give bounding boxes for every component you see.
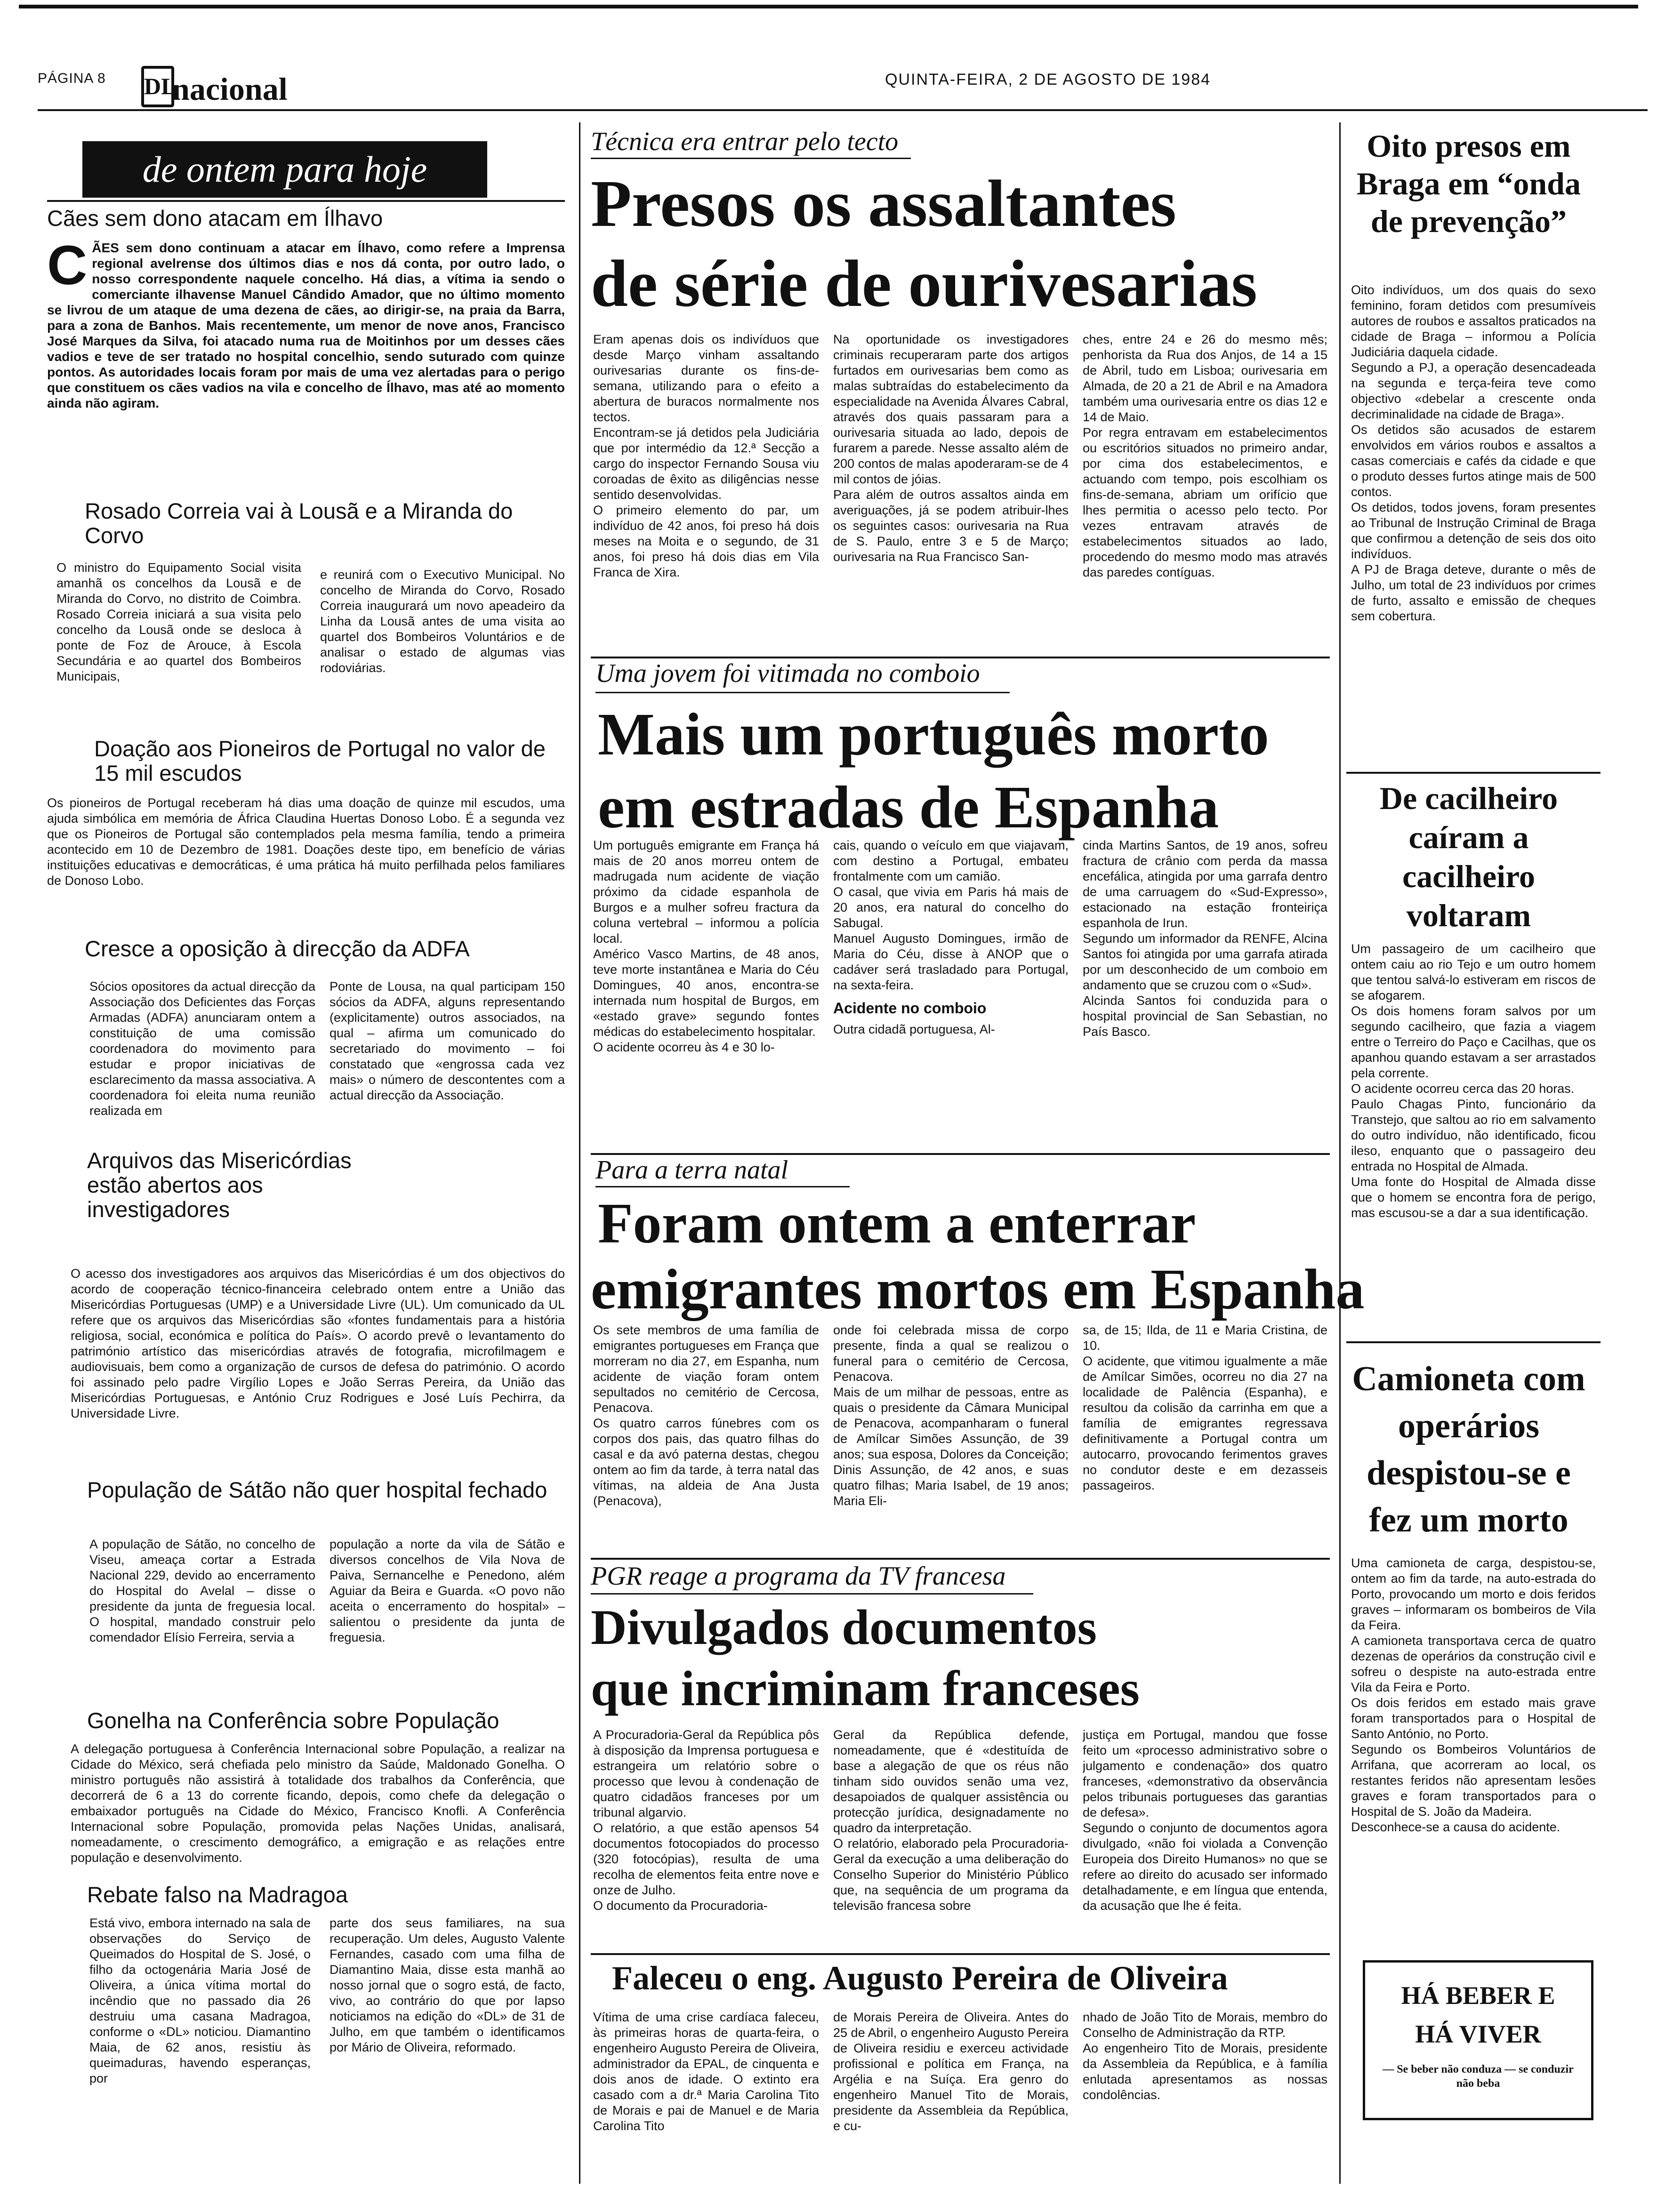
article-headline: que incriminam franceses bbox=[591, 1661, 1140, 1716]
story-body: Oito indivíduos, um dos quais do sexo feminino, foram detidos com presumíveis autores de roubos e assaltos praticados na cidade de Braga – informou a Polícia Judiciária daquela cidade. Segundo a PJ, a operação desencadeada na segunda e terça-feira teve como objectivo «debelar a crescente onda decriminalidade na cidade de Braga». Os detidos são acusados de estarem envolvidos em vários roubos e assaltos a casas comerciais e cafés da cidade e que o produto desses furtos atinge mais de 500 contos. Os detidos, todos jovens, foram presentes ao Tribunal de Instrução Criminal de Braga que confirmou a detenção de seis dos oito indivíduos. A PJ de Braga deteve, durante o mês de Julho, um total de 23 indivíduos por crimes de furto, assalto e emissão de cheques sem cobertura. bbox=[1351, 283, 1596, 623]
story-body: A população de Sátão, no concelho de Viseu, ameaça cortar a Estrada Nacional 229, devido ao encerramento do Hospital do Avelal – disse o presidente da junta de freguesia local. O hospital, mandado construir pelo comendador Elísio Ferreira, servia a bbox=[89, 1537, 315, 1644]
article-body: ches, entre 24 e 26 do mesmo mês; penhorista da Rua dos Anjos, de 14 a 15 de Abril, tudo em Lisboa; ourivesaria em Almada, de 20 a 21 de Abril e na Amadora também uma ourivesaria entre os dias 12 e 14 de Maio. Por regra entravam em estabelecimentos ou escritórios situados no primeiro andar, por cima dos estabelecimentos, e actuando com tempo, pois escolhiam os fins-de-semana, abriam um orifício que lhes permitia o acesso pelo tecto. Por vezes entravam através de estabelecimentos situados ao lado, procedendo do mesmo modo mas através das paredes contíguas. bbox=[1083, 332, 1327, 579]
story-body: O ministro do Equipamento Social visita amanhã os concelhos da Lousã e de Miranda do Corvo, no distrito de Coimbra. Rosado Correia iniciará a sua visita pelo concelho da Lousã onde se desloca à ponte de Foz de Arouce, à Escola Secundária e ao quartel dos Bombeiros Municipais, bbox=[56, 561, 301, 683]
story-body: ÃES sem dono continuam a atacar em Ílhavo, como refere a Imprensa regional avelrense dos últimos dias e nos dá conta, por outro lado, o nosso correspondente naquele concelho. Há dias, a vítima ia sendo o comerciante ilhavense Manuel Cândido Amador, que no último momento se livrou de um ataque de uma dezena de cães, ao dirigir-se, na praia da Barra, para a zona de Banhos. Mais recentemente, um menor de nove anos, Francisco José Marques da Silva, foi atacado numa rua de Moitinhos por um desses cães vadios e teve de ser tratado no hospital concelhio, sendo suturado com quinze pontos. As autoridades locais foram por mais de uma vez alertadas para o perigo que constituem os cães vadios na vila e concelho de Ílhavo, mas até ao momento ainda não agiram. bbox=[47, 240, 565, 410]
story-headline: Camioneta com operários despistou-se e fez um morto bbox=[1352, 1360, 1585, 1539]
section-name: nacional bbox=[172, 71, 288, 107]
article-body: A Procuradoria-Geral da República pôs à disposição da Imprensa portuguesa e estrangeira um relatório sobre o processo que levou à condenação de quatro cidadãos franceses por um tribunal algarvio. O relatório, a que estão apensos 54 documentos fotocopiados do processo (320 fotocópias), resulta de uma recolha de elementos feita entre nove e onze de Julho. O documento da Procuradoria- bbox=[593, 1728, 819, 1913]
article-headline: emigrantes mortos em Espanha bbox=[591, 1258, 1365, 1321]
article-divider bbox=[591, 1953, 1330, 1955]
story-headline: Rebate falso na Madragoa bbox=[87, 1882, 348, 1907]
story-headline: Gonelha na Conferência sobre População bbox=[87, 1708, 499, 1733]
newspaper-logo: DL bbox=[141, 66, 174, 107]
page-date: QUINTA-FEIRA, 2 DE AGOSTO DE 1984 bbox=[885, 71, 1211, 88]
kicker-underline bbox=[595, 692, 1010, 693]
story-headline: De cacilheiro caíram a cacilheiro voltaram bbox=[1379, 780, 1558, 933]
article-body: cinda Martins Santos, de 19 anos, sofreu fractura de crânio com perda da massa encefálica, atingida por uma garrafa dentro de uma carruagem do «Sud-Expresso», estacionado na estação fronteiriça espanhola de Irun. Segundo um informador da RENFE, Alcina Santos foi atingida por uma garrafa atirada por um desconhecido de um comboio em andamento que se cruzou com o «Sud». Alcinda Santos foi conduzida para o hospital provincial de San Sebastian, no País Basco. bbox=[1083, 838, 1327, 1039]
story-body: Está vivo, embora internado na sala de observações do Serviço de Queimados do Hospital de S. José, o filho da octogenária Maria José de Oliveira, a única vítima mortal do incêndio que no passado dia 26 destruiu uma casana Madragoa, conforme o «DL» noticiou. Diamantino Maia, de 62 anos, resistiu às queimaduras, havendo esperanças, por bbox=[89, 1916, 311, 2085]
ad-line: HÁ VIVER bbox=[1415, 2020, 1541, 2048]
article-body: Outra cidadã portuguesa, Al- bbox=[833, 1022, 995, 1036]
article-body: justiça em Portugal, mandou que fosse feito um «processo administrativo sobre o julgamento e condenação» dos quatro franceses, «demonstrativo da observância pelos tribunais portugueses das garantias de defesa». Segundo o conjunto de documentos agora divulgado, «não foi violada a Convenção Europeia dos Direito Humanos» no que se refere ao direito do acusado ser informado detalhadamente, e em língua que entenda, da acusação que lhe é feita. bbox=[1083, 1728, 1327, 1913]
article-kicker: Técnica era entrar pelo tecto bbox=[591, 127, 899, 156]
article-body: cais, quando o veículo em que viajavam, com destino a Portugal, embateu frontalmente com um camião. O casal, que vivia em Paris há mais de 20 anos, era natural do concelho do Sabugal. Manuel Augusto Domingues, irmão de Maria do Céu, disse à ANOP que o cadáver será trasladado para Portugal, na sexta-feira. bbox=[833, 838, 1069, 992]
story-headline: Cresce a oposição à direcção da ADFA bbox=[85, 936, 470, 961]
article-headline: Divulgados documentos bbox=[591, 1600, 1097, 1655]
section-banner: de ontem para hoje bbox=[82, 141, 487, 198]
article-body: Eram apenas dois os indivíduos que desde Março vinham assaltando ourivesarias durante os fins-de-semana, utilizando para o efeito a abertura de buracos normalmente nos tectos. Encontram-se já detidos pela Judiciária que por intermédio da 12.ª Secção a cargo do inspector Fernando Sousa viu coroadas de êxito as diligências nesse sentido desenvolvidas. O primeiro elemento do par, um indivíduo de 42 anos, foi preso há dois meses na Moita e o segundo, de 31 anos, foi preso há dois dias em Vila Franca de Xira. bbox=[593, 332, 819, 579]
story-body: Os pioneiros de Portugal receberam há dias uma doação de quinze mil escudos, uma ajuda simbólica em memória de África Claudina Huertas Donoso Lobo. É a segunda vez que os Pioneiros de Portugal são contemplados pela mesma família, tendo a primeira acontecido em 10 de Dezembro de 1981. Doações deste tipo, em benefício de várias instituições educativas e democráticas, é uma prática há muito perfilhada pelos familiares de Donoso Lobo. bbox=[47, 796, 565, 888]
ad-tagline: — Se beber não conduza — se conduzir não beba bbox=[1383, 2063, 1574, 2090]
article-body: Os sete membros de uma família de emigrantes portugueses em França que morreram no dia 27, em Espanha, num acidente de viação foram ontem sepultados no cemitério de Cercosa, Penacova. Os quatro carros fúnebres com os corpos dos pais, das quatro filhas do casal e da avó paterna destas, chegou ontem ao fim da tarde, à terra natal das vítimas, na aldeia de Ana Justa (Penacova), bbox=[593, 1323, 819, 1508]
story-body: Sócios opositores da actual direcção da Associação dos Deficientes das Forças Armadas (ADFA) anunciaram ontem a constituição de uma comissão coordenadora do movimento para estudar e propor iniciativas de esclarecimento da massa associativa. A coordenadora foi eleita numa reunião realizada em bbox=[89, 979, 315, 1118]
story-divider bbox=[1346, 772, 1601, 774]
drop-cap: C bbox=[47, 240, 88, 297]
top-border bbox=[19, 5, 1638, 8]
story-headline: Arquivos das Misericórdias estão abertos aos investigadores bbox=[87, 1148, 352, 1222]
page-number: PÁGINA 8 bbox=[38, 71, 106, 86]
story-body: e reunirá com o Executivo Municipal. No concelho de Miranda do Corvo, Rosado Correia inaugurará um novo apeadeiro da Linha da Lousã antes de uma visita ao quartel dos Bombeiros Voluntários e de analisar o estado de algumas vias rodoviárias. bbox=[320, 568, 565, 675]
article-body: Na oportunidade os investigadores criminais recuperaram parte dos artigos furtados em ourivesarias bem como as malas subtraídas do estabelecimento da especialidade na Avenida Álvares Cabral, através dos quais passaram para a ourivesaria situada ao lado, depois de furarem a parede. Nesse assalto além de 200 contos de malas apoderaram-se de 4 mil contos de jóias. Para além de outros assaltos ainda em averiguações, já se podem atribuir-lhes os seguintes casos: ourivesaria na Rua de S. Paulo, entre 3 e 5 de Março; ourivesaria na Rua Francisco San- bbox=[833, 332, 1069, 564]
story-body: Ponte de Lousa, na qual participam 150 sócios da ADFA, alguns representando (explicitamente) outros associados, na qual – afirma um comunicado do secretariado do movimento – foi constatado que «engrossa cada vez mais» o número de descontentes com a actual direcção da Associação. bbox=[330, 979, 565, 1102]
article-headline: Presos os assaltantes bbox=[591, 166, 1176, 240]
article-body: Um português emigrante em França há mais de 20 anos morreu ontem de madrugada num acidente de viação próximo da cidade espanhola de Burgos e a mulher sofreu fractura da coluna vertebral – informou a polícia local. Américo Vasco Martins, de 48 anos, teve morte instantânea e Maria do Céu Domingues, 40 anos, encontra-se internada num hospital de Burgos, em «estado grave» segundo fontes médicas do estabelecimento hospitalar. O acidente ocorreu às 4 e 30 lo- bbox=[593, 838, 819, 1054]
story-lead bbox=[47, 240, 565, 494]
article-divider bbox=[591, 1153, 1330, 1155]
story-body: Uma camioneta de carga, despistou-se, ontem ao fim da tarde, na auto-estrada do Porto, provocando um morto e dois feridos graves – informaram os bombeiros de Vila da Feira. A camioneta transportava cerca de quatro dezenas de operários da construção civil e sofreu o despiste na auto-estrada entre Vila da Feira e Porto. Os dois feridos em estado mais grave foram transportados para o Hospital de Santo António, no Porto. Segundo os Bombeiros Voluntários de Arrifana, que acorreram ao local, os restantes feridos não apresentam lesões graves e foram transportados para o Hospital de S. João da Madeira. Desconhece-se a causa do acidente. bbox=[1351, 1556, 1596, 1834]
kicker-underline bbox=[591, 158, 911, 159]
banner-rule bbox=[47, 200, 565, 202]
article-body: Geral da República defende, nomeadamente, que é «destituída de base a alegação de que os réus não tinham sido ouvidos senão uma vez, desapoiados de qualquer assistência ou protecção jurídica, designadamente no quadro da interpretação. O relatório, elaborado pela Procuradoria-Geral da execução a uma deliberação do Conselho Superior do Ministério Público que, na sequência de um programa da televisão francesa sobre bbox=[833, 1728, 1069, 1913]
story-divider bbox=[1346, 1341, 1601, 1343]
article-divider bbox=[591, 1558, 1330, 1560]
kicker-underline bbox=[595, 1186, 850, 1187]
header-rule bbox=[38, 109, 1648, 111]
kicker-underline bbox=[591, 1593, 1033, 1595]
story-body: A delegação portuguesa à Conferência Internacional sobre População, a realizar na Cidade do México, será chefiada pelo ministro da Saúde, Maldonado Gonelha. O ministro português não assistirá à totalidade dos trabalhos da Conferência, que decorrerá de 6 a 13 do corrente ficando, depois, como chefe da delegação o embaixador português na Cidade do México, Francisco Knofli. A Conferência Internacional sobre População, promovida pelas Nações Unidas, analisará, nomeadamente, o crescimento demográfico, a emigração e as relações entre população e desenvolvimento. bbox=[71, 1742, 565, 1865]
article-headline: de série de ourivesarias bbox=[591, 246, 1257, 321]
story-body: parte dos seus familiares, na sua recuperação. Um deles, Augusto Valente Fernandes, casado com uma filha de Diamantino Maia, disse esta manhã ao nosso jornal que o sogro está, de facto, vivo, ao contrário do que por lapso noticiamos na edição do «DL» de 31 de Julho, em que também o identificamos por Mário de Oliveira, reformado. bbox=[330, 1916, 565, 2054]
campaign-ad-box bbox=[1363, 1960, 1593, 2120]
article-kicker: Uma jovem foi vitimada no comboio bbox=[595, 659, 980, 688]
story-headline: Cães sem dono atacam em Ílhavo bbox=[47, 206, 383, 231]
article-subhead: Acidente no comboio bbox=[833, 1000, 987, 1017]
story-headline: Doação aos Pioneiros de Portugal no valor de 15 mil escudos bbox=[94, 736, 546, 785]
article-body: sa, de 15; Ilda, de 11 e Maria Cristina, de 10. O acidente, que vitimou igualmente a mãe de Amílcar Simões, ocorreu no dia 27 na localidade de Palência (Espanha), e resultou da colisão da carrinha em que a família de emigrantes regressava definitivamente a Portugal contra um autocarro, provocando ferimentos graves no condutor deste e em dezasseis passageiros. bbox=[1083, 1323, 1327, 1492]
obituary-body: Vítima de uma crise cardíaca faleceu, às primeiras horas de quarta-feira, o engenheiro Augusto Pereira de Oliveira, administrador da EPAL, de cinquenta e dois anos de idade. O extinto era casado com a dr.ª Maria Carolina Tito de Morais e pai de Manuel e de Maria Carolina Tito bbox=[593, 2010, 819, 2133]
story-body: Um passageiro de um cacilheiro que ontem caiu ao rio Tejo e um outro homem que tentou salvá-lo estiveram em riscos de se afogarem. Os dois homens foram salvos por um segundo cacilheiro, que fazia a viagem entre o Terreiro do Paço e Cacilhas, que os apanhou quando estavam a ser arrastados pela corrente. O acidente ocorreu cerca das 20 horas. Paulo Chagas Pinto, funcionário da Transtejo, que saltou ao rio em salvamento do outro indivíduo, não identificado, ficou ileso, enquanto que o passageiro deu entrada no Hospital de Almada. Uma fonte do Hospital de Almada disse que o homem se encontra fora de perigo, mas escusou-se a dar a sua identificação. bbox=[1351, 942, 1596, 1220]
ad-line: HÁ BEBER E bbox=[1401, 1981, 1555, 2010]
article-headline: Foram ontem a enterrar bbox=[598, 1192, 1196, 1255]
obituary-headline: Faleceu o eng. Augusto Pereira de Oliveira bbox=[612, 1959, 1228, 1997]
article-kicker: Para a terra natal bbox=[595, 1155, 788, 1185]
article-kicker: PGR reage a programa da TV francesa bbox=[591, 1562, 1006, 1591]
column-rule-left bbox=[579, 122, 580, 2184]
article-headline: em estradas de Espanha bbox=[598, 774, 1219, 841]
story-body: população a norte da vila de Sátão e diversos concelhos de Vila Nova de Paiva, Sernancelhe e Penedono, além Aguiar da Beira e Guarda. «O povo não aceita o encerramento do hospital» – salientou o presidente da junta de freguesia. bbox=[330, 1537, 565, 1644]
article-column bbox=[833, 838, 1069, 1139]
column-rule-right bbox=[1339, 122, 1341, 2184]
obituary-body: nhado de João Tito de Morais, membro do Conselho de Administração da RTP. Ao engenheiro Tito de Morais, presidente da Assembleia da República, e à família enlutada apresentamos as nossas condolências. bbox=[1083, 2010, 1327, 2102]
obituary-body: de Morais Pereira de Oliveira. Antes do 25 de Abril, o engenheiro Augusto Pereira de Oliveira residiu e exerceu actividade profissional e política em França, na Argélia e na Suíça. Era genro do engenheiro Manuel Tito de Morais, presidente da Assembleia da República, e cu- bbox=[833, 2010, 1069, 2133]
article-divider bbox=[591, 657, 1330, 658]
story-headline: Rosado Correia vai à Lousã e a Miranda do Corvo bbox=[85, 498, 513, 548]
article-body: onde foi celebrada missa de corpo presente, finda a qual se realizou o funeral para o cemitério de Cercosa, Penacova. Mais de um milhar de pessoas, entre as quais o presidente da Câmara Municipal de Penacova, acompanharam o funeral de Amílcar Simões Assunção, de 39 anos; sua esposa, Dolores da Conceição; Dinis Assunção, de 42 anos, e suas quatro filhas; Maria Isabel, de 19 anos; Maria Eli- bbox=[833, 1323, 1069, 1508]
story-headline: Oito presos em Braga em “onda de prevenção” bbox=[1357, 128, 1581, 239]
story-headline: População de Sátão não quer hospital fechado bbox=[87, 1477, 547, 1502]
story-body: O acesso dos investigadores aos arquivos das Misericórdias é um dos objectivos do acordo de cooperação técnico-financeira celebrado ontem entre a União das Misericórdias Portuguesas (UMP) e a Universidade Livre (UL). Um comunicado da UL refere que os arquivos das Misericórdias são «fontes fundamentais para a história religiosa, social, económica e política do País». O acordo prevê o levantamento do património artístico das misericórdias através de fotografia, microfilmagem e audiovisuais, bem como a organização de cursos de defesa do património. O acordo foi assinado pelo padre Virgílio Lopes e João Serras Pereira, da União das Misericórdias Portuguesas, e António Cruz Rodrigues e José Luís Pechirra, da Universidade Livre. bbox=[71, 1266, 565, 1420]
article-headline: Mais um português morto bbox=[598, 701, 1269, 768]
